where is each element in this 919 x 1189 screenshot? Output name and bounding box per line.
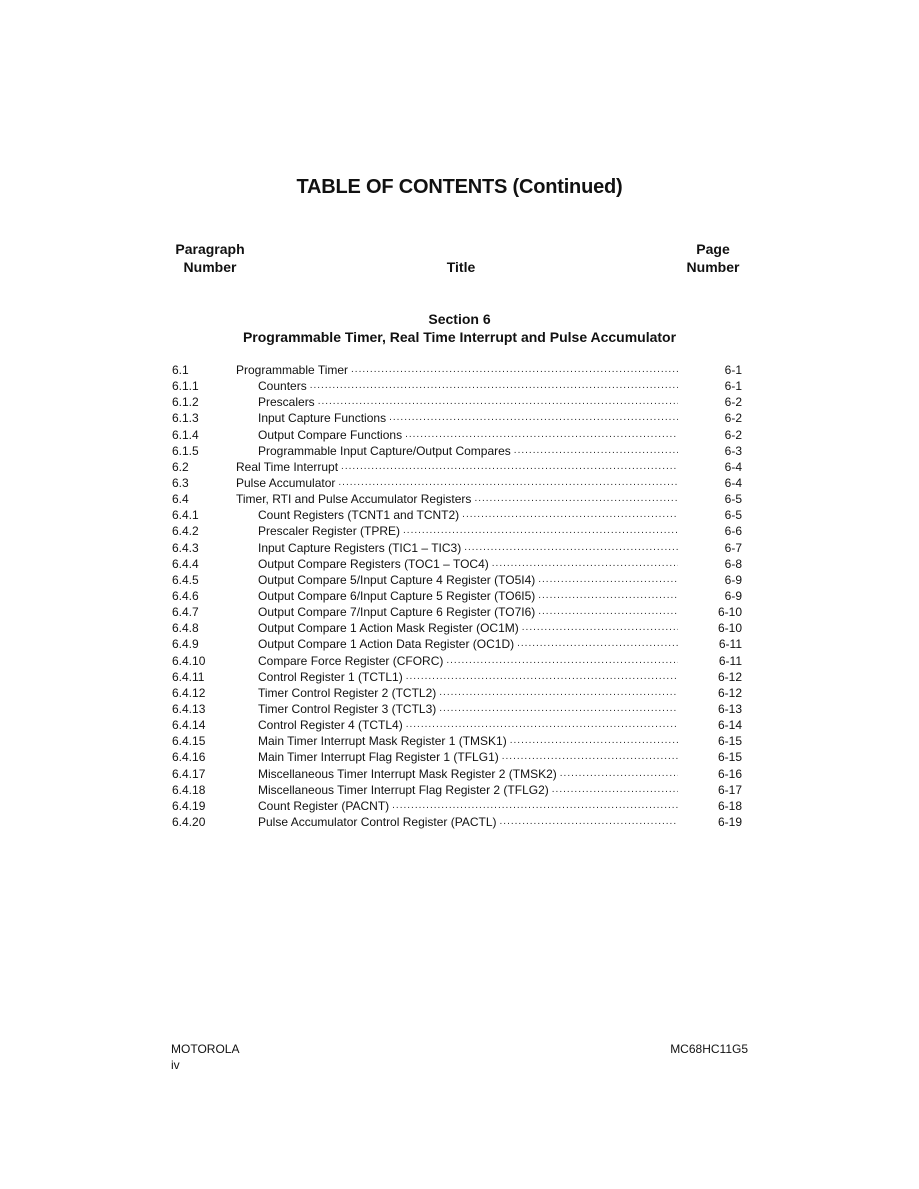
toc-entry-page: 6-7 (724, 540, 742, 555)
toc-entry (172, 556, 744, 572)
section-label: Section 6 (428, 311, 491, 327)
toc-entry (172, 814, 744, 830)
toc-entry (172, 604, 744, 620)
dot-leader (403, 523, 678, 539)
toc-entry-title: Prescaler Register (TPRE) (258, 524, 401, 539)
dot-leader (389, 410, 678, 426)
toc-entry-title-wrap (258, 572, 678, 588)
dot-leader (341, 459, 678, 475)
footer-document-id: MC68HC11G5 (670, 1042, 748, 1056)
toc-entry (172, 443, 744, 459)
toc-entry-title: Count Register (PACNT) (258, 798, 390, 813)
dot-leader (538, 588, 678, 604)
toc-entry-page: 6-2 (724, 411, 742, 426)
toc-entry-title-wrap (258, 523, 678, 539)
toc-entry-page: 6-16 (717, 766, 742, 781)
toc-entry (172, 523, 744, 539)
toc-entry-number: 6.4.17 (172, 766, 206, 781)
toc-entry-title: Output Compare Registers (TOC1 – TOC4) (258, 556, 489, 571)
toc-entry-page: 6-11 (718, 653, 742, 668)
toc-entry-number: 6.1 (172, 363, 189, 377)
paragraph-header-line2: Number (183, 259, 237, 275)
dot-leader (392, 798, 678, 814)
toc-entry-number: 6.1.4 (172, 427, 199, 442)
paragraph-header-line1: Paragraph (175, 241, 245, 257)
toc-entry-page: 6-1 (724, 379, 742, 394)
toc-entry (172, 766, 744, 782)
page-title: TABLE OF CONTENTS (Continued) (296, 176, 623, 198)
toc-entry-number: 6.1.1 (172, 379, 199, 394)
toc-entry-number: 6.4.6 (172, 588, 199, 603)
dot-leader (500, 814, 678, 830)
toc-entry-title: Counters (258, 379, 307, 394)
toc-entry-title-wrap (258, 394, 678, 410)
toc-entry-number: 6.4.14 (172, 718, 206, 733)
toc-entry-title: Pulse Accumulator Control Register (PACTL) (258, 814, 497, 829)
toc-entry-title: Real Time Interrupt (236, 459, 339, 474)
toc-entry-number: 6.4.20 (172, 814, 206, 829)
dot-leader (510, 733, 678, 749)
toc-entry-title: Compare Force Register (CFORC) (258, 653, 444, 668)
dot-leader (310, 378, 678, 394)
toc-entry-page: 6-6 (724, 524, 742, 539)
toc-entry-title-wrap (258, 782, 678, 798)
toc-entry (172, 459, 744, 475)
toc-entry-title-wrap (258, 507, 678, 523)
toc-entry (172, 588, 744, 604)
toc-entry-number: 6.1.3 (172, 411, 199, 426)
dot-leader (338, 475, 678, 491)
dot-leader (492, 556, 678, 572)
dot-leader (514, 443, 678, 459)
toc-entry-page: 6-3 (724, 443, 742, 458)
page-number-header (680, 240, 746, 276)
toc-entry-number: 6.4.4 (172, 556, 199, 571)
dot-leader (439, 701, 678, 717)
dot-leader (552, 782, 678, 798)
toc-entry-title-wrap (236, 362, 678, 378)
footer-left (171, 1041, 239, 1073)
toc-entry-title-wrap (236, 491, 678, 507)
dot-leader (462, 507, 678, 523)
dot-leader (538, 572, 678, 588)
toc-entry (172, 669, 744, 685)
toc-list (172, 362, 744, 830)
toc-entry-title-wrap (258, 540, 678, 556)
toc-entry-title-wrap (258, 378, 678, 394)
dot-leader (538, 604, 678, 620)
toc-entry-title-wrap (258, 427, 678, 443)
toc-entry-title-wrap (258, 798, 678, 814)
toc-entry-number: 6.4.11 (172, 669, 205, 684)
toc-entry (172, 717, 744, 733)
toc-entry-number: 6.4.19 (172, 798, 206, 813)
dot-leader (522, 620, 678, 636)
dot-leader (464, 540, 678, 556)
toc-entry-title: Input Capture Functions (258, 411, 387, 426)
toc-entry (172, 749, 744, 765)
toc-entry-page: 6-4 (724, 475, 742, 490)
toc-entry-number: 6.4.3 (172, 540, 199, 555)
toc-entry-number: 6.4.18 (172, 782, 206, 797)
section-name: Programmable Timer, Real Time Interrupt and Pulse Accumulator (242, 329, 677, 345)
toc-entry-page: 6-15 (717, 734, 742, 749)
section-heading (0, 310, 919, 346)
toc-entry-number: 6.4.13 (172, 701, 206, 716)
toc-entry-title-wrap (236, 459, 678, 475)
toc-entry-page: 6-2 (724, 395, 742, 410)
toc-entry-title-wrap (258, 588, 678, 604)
toc-entry-number: 6.4.1 (172, 508, 199, 523)
toc-entry-title-wrap (258, 636, 678, 652)
toc-entry (172, 507, 744, 523)
toc-entry (172, 701, 744, 717)
dot-leader (517, 636, 678, 652)
toc-entry-page: 6-10 (717, 621, 742, 636)
toc-entry-title-wrap (258, 556, 678, 572)
toc-entry-page: 6-17 (717, 782, 742, 797)
toc-entry-title-wrap (258, 685, 678, 701)
toc-entry-page: 6-11 (718, 637, 742, 652)
toc-entry-title: Output Compare Functions (258, 427, 403, 442)
toc-entry-number: 6.4.5 (172, 572, 199, 587)
toc-entry-page: 6-4 (724, 459, 742, 474)
toc-entry-page: 6-9 (724, 572, 742, 587)
toc-entry-title: Timer Control Register 2 (TCTL2) (258, 685, 437, 700)
toc-entry (172, 491, 744, 507)
dot-leader (405, 427, 678, 443)
toc-entry (172, 620, 744, 636)
toc-entry-title: Input Capture Registers (TIC1 – TIC3) (258, 540, 462, 555)
dot-leader (439, 685, 678, 701)
toc-entry-title: Output Compare 6/Input Capture 5 Register (TO6I5) (258, 588, 536, 603)
toc-entry (172, 733, 744, 749)
toc-entry (172, 782, 744, 798)
toc-entry-page: 6-2 (724, 427, 742, 442)
toc-entry-title-wrap (258, 701, 678, 717)
dot-leader (351, 362, 678, 378)
toc-entry (172, 636, 744, 652)
toc-entry-title-wrap (236, 475, 678, 491)
toc-entry (172, 410, 744, 426)
toc-entry-title: Output Compare 1 Action Data Register (OC1D) (258, 637, 515, 652)
toc-entry-page: 6-1 (724, 363, 742, 377)
toc-entry-number: 6.4 (172, 492, 189, 507)
toc-entry-number: 6.4.7 (172, 605, 199, 620)
toc-entry-title: Timer, RTI and Pulse Accumulator Registers (236, 492, 472, 507)
toc-entry-number: 6.4.15 (172, 734, 206, 749)
toc-entry (172, 475, 744, 491)
toc-entry-page: 6-13 (717, 701, 742, 716)
footer-company: MOTOROLA (171, 1042, 240, 1056)
dot-leader (560, 766, 678, 782)
dot-leader (502, 749, 678, 765)
toc-entry-number: 6.4.9 (172, 637, 199, 652)
title-header: Title (446, 259, 476, 275)
toc-entry (172, 540, 744, 556)
toc-entry-title: Count Registers (TCNT1 and TCNT2) (258, 508, 460, 523)
page-header-line1: Page (696, 241, 730, 257)
toc-entry-page: 6-12 (717, 685, 742, 700)
toc-entry (172, 798, 744, 814)
toc-entry (172, 685, 744, 701)
toc-entry-title: Output Compare 5/Input Capture 4 Register (TO5I4) (258, 572, 536, 587)
toc-entry-number: 6.4.2 (172, 524, 199, 539)
toc-entry-title: Miscellaneous Timer Interrupt Flag Register 2 (TFLG2) (258, 782, 549, 797)
toc-entry-title-wrap (258, 620, 678, 636)
toc-entry (172, 427, 744, 443)
toc-entry-page: 6-14 (717, 718, 742, 733)
page-header-line2: Number (686, 259, 740, 275)
toc-entry-number: 6.4.8 (172, 621, 199, 636)
toc-entry-page: 6-8 (724, 556, 742, 571)
toc-entry-title: Output Compare 7/Input Capture 6 Register (TO7I6) (258, 605, 536, 620)
toc-entry-title: Timer Control Register 3 (TCTL3) (258, 701, 437, 716)
toc-entry-title-wrap (258, 604, 678, 620)
toc-entry-title: Control Register 4 (TCTL4) (258, 718, 403, 733)
toc-entry-number: 6.1.5 (172, 443, 199, 458)
toc-entry-page: 6-5 (724, 508, 742, 523)
toc-entry-number: 6.4.10 (172, 653, 206, 668)
toc-entry-title: Programmable Input Capture/Output Compares (258, 443, 511, 458)
toc-entry-number: 6.1.2 (172, 395, 199, 410)
toc-entry-page: 6-12 (717, 669, 742, 684)
toc-entry-page: 6-10 (717, 605, 742, 620)
paragraph-number-header (172, 240, 248, 276)
toc-entry-title: Prescalers (258, 395, 315, 410)
toc-entry-title: Control Register 1 (TCTL1) (258, 669, 403, 684)
toc-entry-title-wrap (258, 717, 678, 733)
toc-entry-title-wrap (258, 749, 678, 765)
footer-page-number: iv (171, 1058, 180, 1072)
toc-entry-number: 6.4.12 (172, 685, 206, 700)
toc-entry-number: 6.2 (172, 459, 189, 474)
toc-entry-title: Miscellaneous Timer Interrupt Mask Register 2 (TMSK2) (258, 766, 557, 781)
toc-entry-title-wrap (258, 733, 678, 749)
dot-leader (446, 653, 678, 669)
toc-entry-title: Main Timer Interrupt Mask Register 1 (TMSK1) (258, 734, 507, 749)
dot-leader (406, 717, 678, 733)
toc-entry-title: Programmable Timer (236, 363, 349, 377)
toc-entry-title-wrap (258, 443, 678, 459)
toc-entry (172, 653, 744, 669)
toc-entry-title: Output Compare 1 Action Mask Register (OC1M) (258, 621, 519, 636)
toc-entry (172, 394, 744, 410)
toc-entry-number: 6.4.16 (172, 750, 206, 765)
toc-entry-number: 6.3 (172, 475, 189, 490)
toc-entry-title: Main Timer Interrupt Flag Register 1 (TFLG1) (258, 750, 499, 765)
toc-entry-title: Pulse Accumulator (236, 475, 336, 490)
toc-entry-page: 6-18 (717, 798, 742, 813)
toc-entry-page: 6-19 (717, 814, 742, 829)
toc-entry-title-wrap (258, 669, 678, 685)
toc-entry-page: 6-9 (724, 588, 742, 603)
toc-entry (172, 362, 744, 378)
toc-entry (172, 378, 744, 394)
toc-entry-title-wrap (258, 653, 678, 669)
dot-leader (406, 669, 678, 685)
toc-entry-title-wrap (258, 766, 678, 782)
toc-entry-title-wrap (258, 410, 678, 426)
toc-entry-title-wrap (258, 814, 678, 830)
dot-leader (474, 491, 678, 507)
toc-entry (172, 572, 744, 588)
toc-entry-page: 6-5 (724, 492, 742, 507)
toc-entry-page: 6-15 (717, 750, 742, 765)
dot-leader (318, 394, 678, 410)
